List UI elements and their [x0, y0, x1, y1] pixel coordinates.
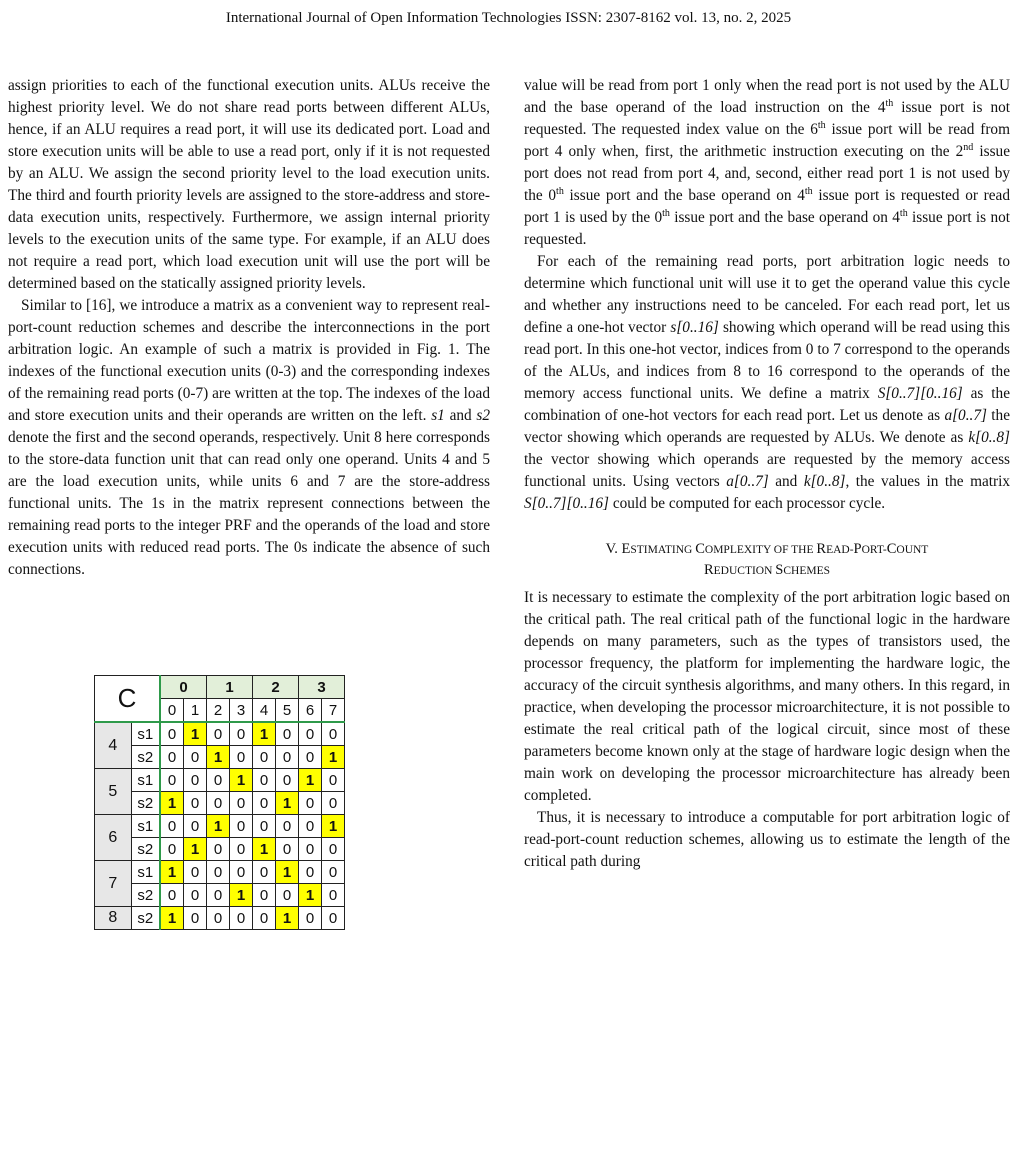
matrix-cell: 0: [299, 792, 322, 815]
matrix-cell: 0: [160, 769, 184, 792]
matrix-cell: 0: [230, 722, 253, 746]
matrix-row: [95, 838, 345, 861]
matrix-cell: 0: [184, 815, 207, 838]
matrix-row: [95, 792, 345, 815]
matrix-unit-label: 6: [95, 815, 132, 861]
matrix-cell: 1: [322, 746, 345, 769]
matrix-cell: 0: [160, 746, 184, 769]
matrix-cell: 0: [322, 792, 345, 815]
matrix-unit-label: 4: [95, 722, 132, 769]
right-paragraph-4: Thus, it is necessary to introduce a computable for port arbitration logic of read-port-count reduction schemes, allowing us to estimate the length of the critical path during: [524, 809, 1010, 870]
matrix-cell: 0: [230, 861, 253, 884]
matrix-cell: 0: [299, 746, 322, 769]
matrix-cell: 0: [322, 722, 345, 746]
right-paragraph-1: value will be read from port 1 only when the read port is not used by the ALU and the base operand of the load instruction on the 4th issue port is not requested. The requested index value on the 6th issue port will be read from port 4 only when, first, the arithmetic instruction executing on the 2nd issue port does not read from port 4, and, second, either read port 1 is not used by the 0th issue port and the base operand on 4th issue port is requested or read port 1 is used by the 0th issue port and the base operand on 4th issue port is not requested.: [524, 77, 1010, 248]
matrix-cell: 1: [299, 769, 322, 792]
matrix-operand-label: s1: [131, 722, 160, 746]
matrix-cell: 0: [322, 861, 345, 884]
matrix-cell: 0: [207, 769, 230, 792]
matrix-cell: 0: [184, 746, 207, 769]
matrix-cell: 1: [184, 722, 207, 746]
matrix-cell: 0: [207, 792, 230, 815]
matrix-cell: 0: [253, 769, 276, 792]
matrix-cell: 0: [160, 838, 184, 861]
matrix-port-header: 5: [276, 699, 299, 723]
matrix-cell: 0: [276, 838, 299, 861]
matrix-fu-header: 3: [299, 676, 345, 699]
matrix-cell: 1: [184, 838, 207, 861]
matrix-cell: 0: [253, 792, 276, 815]
matrix-cell: 0: [253, 907, 276, 930]
section-title: V. ESTIMATING COMPLEXITY OF THE READ-PORT-COUNT REDUCTION SCHEMES: [605, 541, 929, 578]
matrix-cell: 0: [299, 838, 322, 861]
matrix-row: [95, 722, 345, 746]
matrix-cell: 1: [276, 907, 299, 930]
matrix-row: [95, 907, 345, 930]
matrix-cell: 0: [299, 861, 322, 884]
matrix-cell: 1: [230, 884, 253, 907]
matrix-cell: 0: [160, 722, 184, 746]
matrix-row: [95, 769, 345, 792]
matrix-cell: 1: [160, 792, 184, 815]
matrix-port-header: 1: [184, 699, 207, 723]
matrix-operand-label: s2: [131, 907, 160, 930]
left-paragraph-2: Similar to [16], we introduce a matrix as a convenient way to represent real-port-count reduction schemes and describe the interconnections in the port arbitration logic. An example of such a matrix is provided in Fig. 1. The indexes of the functional execution units (0-3) and the corresponding indexes of the remaining read ports (0-7) are written at the top. The indexes of the load and store execution units and their operands are written on the left. s1 and s2 denote the first and the second operands, respectively. Unit 8 here corresponds to the store-data function unit that can read only one operand. Units 4 and 5 are the load execution units, while units 6 and 7 are the store-address functional units. The 1s in the matrix represent connections between the remaining read ports to the integer PRF and the operands of the load and store execution units with reduced read ports. The 0s indicate the absence of such connections.: [8, 297, 490, 578]
matrix-cell: 1: [253, 722, 276, 746]
matrix-cell: 0: [207, 884, 230, 907]
matrix-cell: 0: [276, 769, 299, 792]
matrix-operand-label: s1: [131, 815, 160, 838]
matrix-operand-label: s1: [131, 769, 160, 792]
matrix-cell: 1: [299, 884, 322, 907]
matrix-cell: 0: [299, 722, 322, 746]
matrix-cell: 0: [253, 861, 276, 884]
matrix-cell: 1: [207, 815, 230, 838]
matrix-port-header: 2: [207, 699, 230, 723]
matrix-row: [95, 746, 345, 769]
matrix-port-header: 0: [160, 699, 184, 723]
matrix-cell: 0: [207, 907, 230, 930]
matrix-operand-label: s1: [131, 861, 160, 884]
matrix-cell: 0: [253, 884, 276, 907]
matrix-cell: 1: [276, 861, 299, 884]
matrix-cell: 0: [184, 907, 207, 930]
right-paragraph-3: It is necessary to estimate the complexity of the port arbitration logic based on the critical path. The real critical path of the functional logic in the hardware depends on many parameters, such as the types of transistors used, the processor frequency, the platform for implementing the hardware logic, the accuracy of the circuit synthesis algorithms, and many others. In this regard, in practice, when developing the processor microarchitecture, it is not possible to estimate the real critical path of the logical circuit, since most of these parameters become known only at the stage of hardware logic design when the main work on developing the processor microarchitecture has already been completed.: [524, 589, 1010, 804]
matrix-cell: 0: [160, 884, 184, 907]
matrix-cell: 0: [160, 815, 184, 838]
matrix-port-header: 3: [230, 699, 253, 723]
matrix-port-header: 4: [253, 699, 276, 723]
matrix-cell: 0: [322, 907, 345, 930]
journal-header: International Journal of Open Information Technologies ISSN: 2307-8162 vol. 13, no. 2, 2025: [225, 10, 792, 26]
matrix-cell: 0: [184, 861, 207, 884]
matrix-cell: 0: [253, 815, 276, 838]
matrix-cell: 0: [276, 884, 299, 907]
matrix-cell: 0: [322, 769, 345, 792]
matrix-cell: 1: [253, 838, 276, 861]
matrix-operand-label: s2: [131, 746, 160, 769]
matrix-operand-label: s2: [131, 838, 160, 861]
matrix-cell: 0: [230, 746, 253, 769]
port-matrix-table: [94, 675, 345, 930]
right-paragraph-2: For each of the remaining read ports, port arbitration logic needs to determine which functional unit will use it to get the operand value this cycle and whether any instructions need to be canceled. For each read port, let us define a one-hot vector s[0..16] showing which operand will be read using this read port. In this one-hot vector, indices from 0 to 7 correspond to the operands of the ALUs, and indices from 8 to 16 correspond to the operands of the memory access functional units. We define a matrix S[0..7][0..16] as the combination of one-hot vectors for each read port. Let us denote as a[0..7] the vector showing which operands are requested by ALUs. We denote as k[0..8] the vector showing which operands are requested by the memory access functional units. Using vectors a[0..7] and k[0..8], the values in the matrix S[0..7][0..16] could be computed for each processor cycle.: [524, 253, 1010, 512]
left-column: [8, 75, 490, 581]
matrix-fu-header: 1: [207, 676, 253, 699]
matrix-cell: 1: [207, 746, 230, 769]
matrix-cell: 0: [230, 838, 253, 861]
matrix-cell: 0: [253, 746, 276, 769]
matrix-row: [95, 815, 345, 838]
matrix-cell: 0: [299, 907, 322, 930]
matrix-unit-label: 8: [95, 907, 132, 930]
matrix-unit-label: 7: [95, 861, 132, 907]
matrix-cell: 1: [160, 907, 184, 930]
right-column: [524, 75, 1010, 873]
matrix-cell: 0: [276, 746, 299, 769]
matrix-row: [95, 884, 345, 907]
matrix-fu-header: 2: [253, 676, 299, 699]
matrix-cell: 0: [322, 884, 345, 907]
matrix-cell: 0: [184, 769, 207, 792]
matrix-cell: 0: [230, 907, 253, 930]
matrix-port-header: 6: [299, 699, 322, 723]
matrix-port-header: 7: [322, 699, 345, 723]
matrix-operand-label: s2: [131, 884, 160, 907]
matrix-cell: 0: [322, 838, 345, 861]
matrix-cell: 0: [299, 815, 322, 838]
matrix-cell: 0: [207, 861, 230, 884]
matrix-cell: 1: [160, 861, 184, 884]
matrix-cell: 1: [276, 792, 299, 815]
matrix-operand-label: s2: [131, 792, 160, 815]
matrix-row: [95, 861, 345, 884]
matrix-cell: 0: [276, 722, 299, 746]
matrix-cell: 0: [276, 815, 299, 838]
port-matrix-figure: [94, 675, 345, 930]
left-paragraph-1: assign priorities to each of the functional execution units. ALUs receive the highest priority level. We do not share read ports between different ALUs, hence, if an ALU requires a read port, it will use its dedicated port. Load and store execution units will be able to use a read port, only if it is not requested by an ALU. We assign the second priority level to the load execution units. The third and fourth priority levels are assigned to the store-address and store-data execution units, respectively. Furthermore, we assign internal priority levels to the execution units of the same type. For example, if an ALU does not require a read port, which load execution unit will use the port will be determined based on the statically assigned priority levels.: [8, 77, 490, 292]
matrix-cell: 0: [207, 722, 230, 746]
matrix-cell: 0: [230, 792, 253, 815]
matrix-cell: 0: [207, 838, 230, 861]
matrix-cell: 0: [230, 815, 253, 838]
matrix-corner-label: C: [95, 676, 161, 723]
matrix-cell: 1: [322, 815, 345, 838]
matrix-unit-label: 5: [95, 769, 132, 815]
matrix-fu-header: 0: [160, 676, 207, 699]
matrix-cell: 0: [184, 884, 207, 907]
matrix-cell: 1: [230, 769, 253, 792]
matrix-cell: 0: [184, 792, 207, 815]
